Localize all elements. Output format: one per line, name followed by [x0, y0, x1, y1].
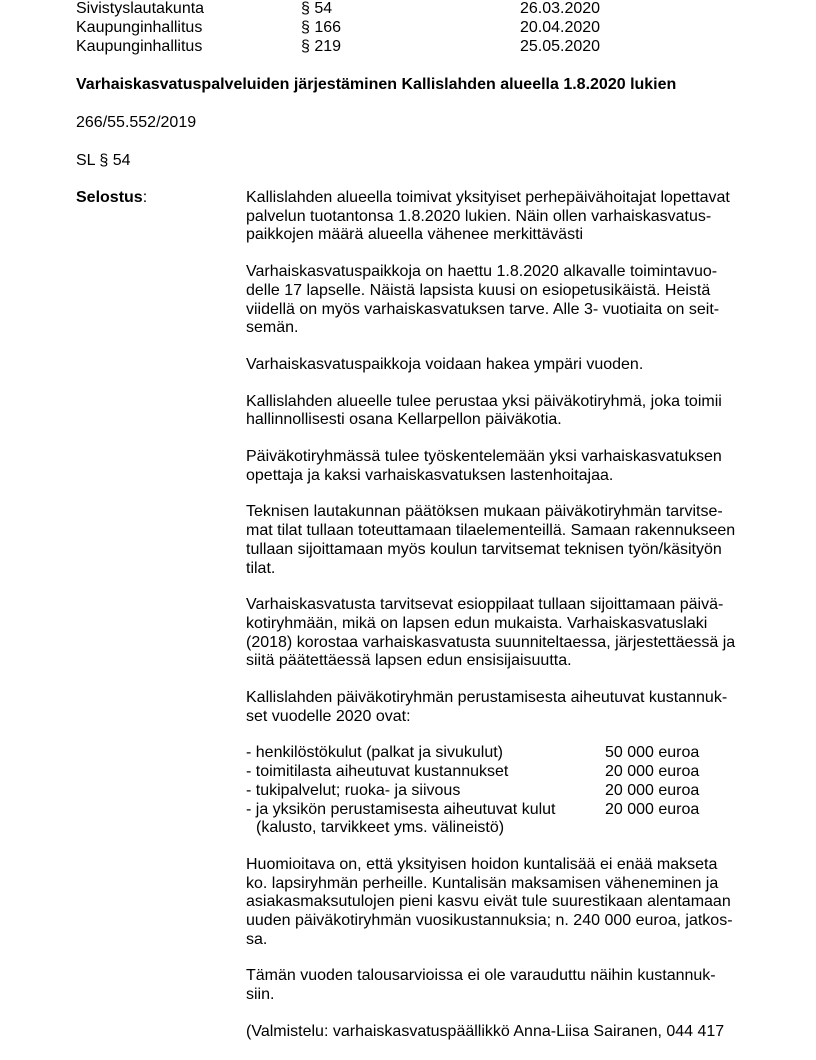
paragraph: Kallislahden alueelle tulee perustaa yksi päiväkotiryhmä, joka toimii hallinnollisesti osana Kellarpellon päiväkotia.	[246, 392, 722, 429]
history-date: 20.04.2020	[520, 19, 601, 36]
history-body: Sivistyslautakunta	[76, 0, 205, 17]
paragraph: Varhaiskasvatuspaikkoja voidaan hakea ympäri vuoden.	[246, 355, 644, 373]
paragraph: Päiväkotiryhmässä tulee työskentelemään yksi varhaiskasvatuksen opettaja ja kaksi varhaiskasvatuksen lastenhoitajaa.	[246, 448, 722, 484]
diary-number: 266/55.552/2019	[76, 114, 197, 131]
cost-label: - henkilöstökulut (palkat ja sivukulut)	[246, 744, 504, 762]
selostus-label-text: Selostus	[76, 189, 143, 206]
history-date: 26.03.2020	[520, 0, 601, 17]
paragraph: Varhaiskasvatusta tarvitsevat esioppilaat tullaan sijoittamaan päivä-kotiryhmään, mikä on lapsen edun mukaista. Varhaiskasvatuslaki (2018) korostaa varhaiskasvatusta suunniteltaessa, järjestettäessä ja siitä päätettäessä lapsen edun ensisijaisuutta.	[246, 596, 736, 670]
cost-list	[246, 744, 740, 837]
paragraph: Varhaiskasvatuspaikkoja on haettu 1.8.2020 alkavalle toimintavuo-delle 17 lapselle. Näistä lapsista kuusi on esiopetusikäistä. Heistä viidellä on myös varhaiskasvatuksen tarve. Alle 3- vuotiaita on seit-semän.	[246, 263, 720, 337]
paragraph: Huomioitava on, että yksityisen hoidon kuntalisää ei enää makseta ko. lapsiryhmän perheille. Kuntalisän maksamisen väheneminen ja asiakasmaksutulojen pieni kasvu eivät tule suurestikaan alentamaan uuden päiväkotiryhmän vuosikustannuksia; n. 240 000 euroa, jatkos-sa.	[246, 855, 733, 948]
history-section: § 54	[301, 0, 333, 17]
history-body: Kaupunginhallitus	[76, 19, 203, 36]
cost-row	[246, 763, 740, 782]
cost-note: (kalusto, tarvikkeet yms. välineistö)	[256, 819, 505, 837]
cost-value: 50 000 euroa	[605, 744, 700, 762]
paragraph: Tämän vuoden talousarvioissa ei ole varauduttu näihin kustannuk-siin.	[246, 967, 716, 1004]
preparer-line: (Valmistelu: varhaiskasvatuspäällikkö Anna-Liisa Sairanen, 044 417	[246, 1022, 725, 1040]
selostus-body	[246, 189, 740, 1060]
cost-value: 20 000 euroa	[605, 800, 700, 818]
cost-row	[246, 801, 740, 820]
history-body: Kaupunginhallitus	[76, 38, 203, 55]
paragraph: Kallislahden päiväkotiryhmän perustamisesta aiheutuvat kustannuk-set vuodelle 2020 ovat:	[246, 689, 728, 725]
paragraph: Kallislahden alueella toimivat yksityiset perhepäivähoitajat lopettavat palvelun tuotantonsa 1.8.2020 lukien. Näin ollen varhaiskasvatus-paikkojen määrä alueella vähenee merkittävästi	[246, 189, 730, 244]
cost-label: - tukipalvelut; ruoka- ja siivous	[246, 781, 461, 799]
cost-row	[246, 782, 740, 801]
document-title: Varhaiskasvatuspalveluiden järjestäminen Kallislahden alueella 1.8.2020 lukien	[76, 76, 677, 93]
history-section: § 219	[301, 38, 342, 55]
cost-row	[246, 744, 740, 763]
cost-label: - toimitilasta aiheutuvat kustannukset	[246, 763, 509, 781]
paragraph: Teknisen lautakunnan päätöksen mukaan päiväkotiryhmän tarvitse-mat tilat tullaan toteuttamaan tilaelementeillä. Samaan rakennukseen tullaan sijoittamaan myös koulun tarvitsemat teknisen työn/käsityön tilat.	[246, 503, 736, 577]
selostus-colon: :	[142, 189, 148, 206]
selostus-label	[76, 189, 147, 207]
history-section: § 166	[301, 19, 342, 36]
cost-value: 20 000 euroa	[605, 763, 700, 781]
sl-reference: SL § 54	[76, 152, 131, 169]
cost-value: 20 000 euroa	[605, 781, 700, 799]
history-date: 25.05.2020	[520, 38, 601, 55]
cost-label: - ja yksikön perustamisesta aiheutuvat kulut	[246, 800, 556, 818]
